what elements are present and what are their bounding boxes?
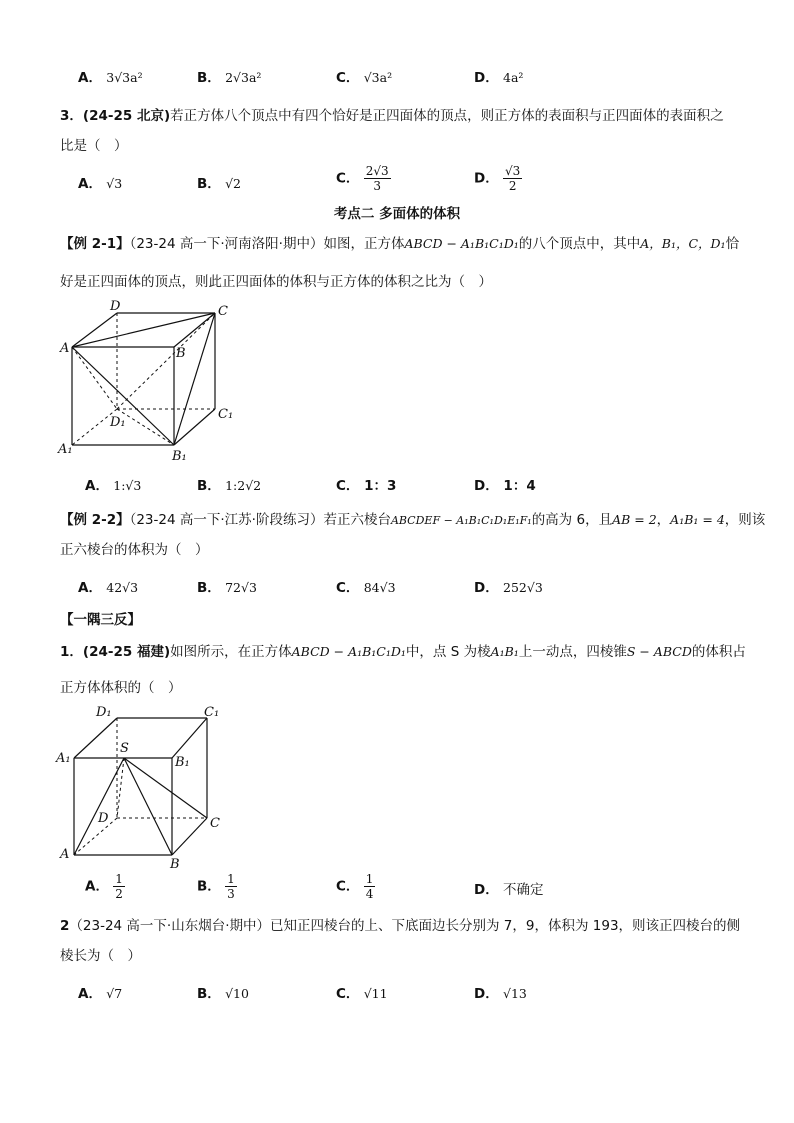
option-label: A． (78, 986, 102, 1002)
vertex-label-c1: C₁ (218, 407, 234, 422)
q3-option-d[interactable] (474, 164, 522, 193)
vertex-label-b: B (176, 346, 186, 361)
q3-line1 (60, 106, 724, 126)
p1-number: 1． (60, 644, 83, 660)
p2-option-b[interactable] (197, 984, 249, 1004)
ex22-line1: 【例 2-2】（23-24 高一下·江苏·阶段练习）若正六棱台ABCDEF − A₁B₁C₁D₁E₁F₁的高为 6，且AB = 2，A₁B₁ = 4，则该 (60, 512, 766, 528)
fraction-numerator: √3 (505, 164, 521, 178)
option-value: 1：3 (364, 478, 397, 494)
section-title: 考点二 多面体的体积 (333, 206, 461, 222)
vertex-label-c: C (210, 816, 220, 831)
q3-option-c[interactable] (336, 164, 391, 193)
ex22-condition: A₁B₁ = 4 (670, 512, 725, 527)
prev-option-a[interactable] (78, 68, 143, 88)
option-value: √3 (106, 176, 123, 191)
option-label: C． (336, 478, 360, 494)
fraction-denominator: 3 (373, 179, 381, 193)
fraction-numerator: 1 (115, 872, 123, 886)
p1-pyramid: S − ABCD (626, 644, 692, 659)
fraction (503, 164, 522, 193)
p1-text: 上一动点，四棱锥 (518, 644, 627, 660)
option-label: A． (85, 478, 109, 494)
q3-option-b[interactable] (197, 174, 241, 194)
ex21-text: 恰 (725, 236, 740, 252)
cube-pyramid-figure (52, 700, 242, 870)
ex22-option-b[interactable] (197, 578, 257, 598)
prev-option-b[interactable] (197, 68, 261, 88)
ex22-text: ，则该 (724, 512, 766, 528)
option-value: 42√3 (106, 580, 139, 595)
ex21-source: （23-24 高一下·河南洛阳·期中） (129, 236, 324, 252)
ex21-option-d[interactable] (474, 476, 536, 496)
option-label: A． (78, 580, 102, 596)
fraction-denominator: 4 (365, 887, 374, 901)
p1-formula: ABCD − A₁B₁C₁D₁ (291, 644, 406, 659)
q3-source: (24-25 北京) (82, 108, 171, 124)
ex22-option-c[interactable] (336, 578, 396, 598)
vertex-label-b1: B₁ (175, 755, 190, 770)
ex21-text: 的八个顶点中，其中 (518, 236, 641, 252)
q3-line2: 比是（ ） (60, 138, 128, 154)
option-label: C． (336, 70, 360, 86)
p1-edge: A₁B₁ (490, 644, 519, 659)
vertex-label-a1: A₁ (56, 751, 71, 766)
ex22-line2: 正六棱台的体积为（ ） (60, 542, 209, 558)
fraction-denominator: 3 (227, 887, 235, 901)
p1-option-a[interactable] (85, 872, 125, 901)
vertex-label-a: A (60, 847, 70, 862)
prev-option-d[interactable] (474, 68, 523, 88)
ex22-tag: 【例 2-2】 (60, 512, 130, 528)
vertex-label-b: B (170, 857, 180, 870)
vertex-label-d1: D₁ (96, 705, 112, 720)
fraction-numerator: 1 (227, 872, 235, 886)
p1-option-b[interactable] (197, 872, 237, 901)
ex22-source: （23-24 高一下·江苏·阶段练习） (129, 512, 324, 528)
option-label: D． (474, 580, 499, 596)
p1-text: 的体积占 (691, 644, 746, 660)
ex21-option-c[interactable] (336, 476, 396, 496)
vertex-label-a1: A₁ (58, 442, 73, 457)
option-value: 2√3a² (225, 70, 262, 85)
option-label: C． (336, 580, 360, 596)
option-value: √2 (225, 176, 242, 191)
p2-option-d[interactable] (474, 984, 527, 1004)
option-label: D． (474, 478, 499, 494)
option-label: D． (474, 986, 499, 1002)
p1-text: 如图所示，在正方体 (170, 644, 292, 660)
vertex-label-d: D (98, 811, 109, 826)
p2-number: 2 (60, 918, 70, 934)
vertex-label-c1: C₁ (204, 705, 220, 720)
q3-text: 若正方体八个顶点中有四个恰好是正四面体的顶点，则正方体的表面积与正四面体的表面积之 (170, 108, 724, 124)
ex22-formula: ABCDEF − A₁B₁C₁D₁E₁F₁ (390, 514, 532, 527)
ex21-text: 如图，正方体 (323, 236, 405, 252)
ex21-option-b[interactable] (197, 476, 261, 496)
option-label: C． (336, 986, 360, 1002)
p1-option-c[interactable] (336, 872, 375, 901)
option-label: B． (197, 986, 221, 1002)
option-label: D． (474, 70, 499, 86)
vertex-label-a: A (60, 341, 70, 356)
option-label: B． (197, 176, 221, 192)
ex22-text: 的高为 6，且 (531, 512, 613, 528)
ex21-vertices: A，B₁，C，D₁ (640, 236, 726, 251)
option-value: 不确定 (503, 882, 544, 898)
option-value: 4a² (503, 70, 524, 85)
q3-option-a[interactable] (78, 174, 122, 194)
fraction-numerator: 1 (365, 872, 374, 886)
ex22-option-d[interactable] (474, 578, 543, 598)
cube-tetrahedron-figure (52, 295, 242, 465)
vertex-label-s: S (120, 741, 129, 756)
ex21-line1 (60, 234, 739, 254)
p1-line2: 正方体体积的（ ） (60, 680, 182, 696)
option-label: C． (336, 170, 360, 187)
p1-source: (24-25 福建) (82, 644, 171, 660)
p2-line1 (60, 916, 740, 936)
p2-text: 已知正四棱台的上、下底面边长分别为 7，9，体积为 193，则该正四棱台的侧 (270, 918, 741, 934)
ex22-option-a[interactable] (78, 578, 138, 598)
fraction (225, 872, 237, 901)
ex21-option-a[interactable] (85, 476, 141, 496)
ex22-condition: AB = 2 (612, 512, 657, 527)
ex22-text: 若正六棱台 (323, 512, 391, 528)
p1-text: 中，点 S 为棱 (405, 644, 491, 660)
option-label: A． (78, 70, 102, 86)
fraction-denominator: 2 (115, 887, 123, 901)
option-label: B． (197, 580, 221, 596)
fraction (364, 164, 391, 193)
option-value: 1:2√2 (225, 478, 262, 493)
vertex-label-d1: D₁ (110, 415, 126, 430)
option-value: 84√3 (363, 580, 396, 595)
vertex-label-c: C (218, 304, 228, 319)
option-value: √7 (106, 986, 123, 1001)
fraction-denominator: 2 (508, 179, 517, 193)
fraction (113, 872, 125, 901)
option-value: √3a² (363, 70, 393, 85)
prev-option-c[interactable] (336, 68, 392, 88)
fraction-numerator: 2√3 (365, 164, 389, 178)
ex21-tag: 【例 2-1】 (60, 236, 130, 252)
option-value: √10 (225, 986, 249, 1001)
p2-line2: 棱长为（ ） (60, 948, 141, 964)
fraction (364, 872, 376, 901)
ex21-formula: ABCD − A₁B₁C₁D₁ (404, 236, 519, 251)
p1-option-d[interactable] (474, 880, 544, 900)
option-label: B． (197, 70, 221, 86)
p2-source: （23-24 高一下·山东烟台·期中） (69, 918, 271, 934)
vertex-label-b1: B₁ (172, 449, 187, 464)
option-label: D． (474, 170, 499, 187)
option-label: B． (197, 878, 221, 895)
option-value: 1:√3 (113, 478, 142, 493)
ex21-line2: 好是正四面体的顶点，则此正四面体的体积与正方体的体积之比为（ ） (60, 274, 492, 290)
option-value: √11 (363, 986, 388, 1001)
practice-heading: 【一隅三反】 (60, 612, 141, 628)
option-value: √13 (503, 986, 527, 1001)
option-label: C． (336, 878, 360, 895)
option-value: 72√3 (225, 580, 257, 595)
option-label: B． (197, 478, 221, 494)
p2-option-c[interactable] (336, 984, 388, 1004)
option-value: 3√3a² (106, 70, 143, 85)
option-label: A． (85, 878, 109, 895)
option-label: D． (474, 882, 499, 898)
q3-number: 3． (60, 108, 83, 124)
option-label: A． (78, 176, 102, 192)
p2-option-a[interactable] (78, 984, 122, 1004)
p1-line1 (60, 642, 746, 662)
vertex-label-d: D (110, 299, 121, 314)
option-value: 1：4 (503, 478, 536, 494)
option-value: 252√3 (503, 580, 543, 595)
